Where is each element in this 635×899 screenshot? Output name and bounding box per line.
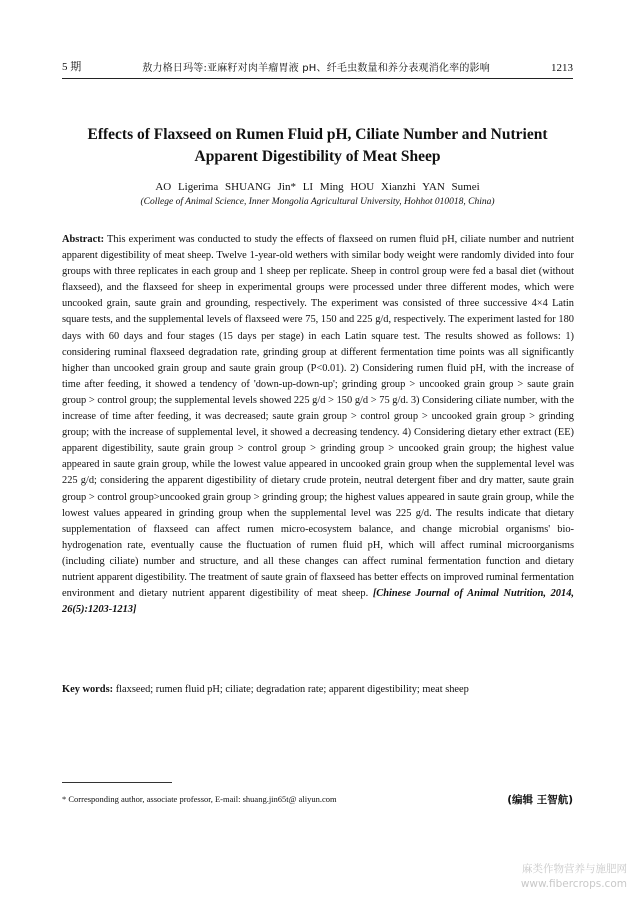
watermark-site-name: 麻类作物营养与施肥网 — [522, 863, 627, 875]
editor-note: (编辑 王智航) — [507, 794, 573, 806]
abstract-text: This experiment was conducted to study the effects of flaxseed on rumen fluid pH, ciliate number and nutrient apparent digestibility of meat sheep. Twelve 1-year-old wethers with similar body weight were randomly divided into four groups with three replicates in each group and 1 sheep per replicate. Sheep in control group were fed a basal diet (without flaxseed), and the flaxseed for sheep in experimental groups were processed under three different modes, which were uncooked grain, saute grain and grounding, respectively. The experiment was consisted of three successive 4×4 Latin square tests, and the supplemental levels of flaxseed were 75, 150 and 225 g/d, respectively. The experiment lasted for 180 days with 60 days and four stages (15 days per stage) in each Latin square test. The results showed as follows: 1) considering ruminal flaxseed degradation rate, grinding group at different fermentation time points was all significantly higher than uncooked grain group and saute grain group (P<0.01). 2) Considering rumen fluid pH, with the increase of time after feeding, it showed a tendency of 'down-up-down-up'; grinding group > uncooked grain group > saute grain group > control group; the supplemental levels showed 225 g/d > 150 g/d > 75 g/d. 3) Considering ciliate number, with the increase of time after feeding, it was decreased; saute grain group > control group > uncooked grain group > grinding group; with the increase of supplemental level, it showed a decreasing tendency. 4) Considering dietary ether extract (EE) apparent digestibility, saute grain group > control group > grinding group > uncooked grain group; the highest value appeared in saute grain group, while the lowest value appeared in uncooked grain group when the supplemental level was 225 g/d; considering the apparent digestibility of dietary crude protein, neutral detergent fiber and dry matter, saute grain group > control group>uncooked grain group > grinding group; the highest values appeared in saute grain group, while the lowest values appeared in grinding group when the supplemental level was 225 g/d. The results indicate that dietary supplementation of flaxseed can affect rumen micro-ecosystem balance, and change microbial organisms' bio-hydrogenation rate, eventually cause the fluctuation of rumen fluid pH, which will affect ruminal microorganisms (including ciliate) number and structure, and all these changes can affect ruminal fermentation function and dietary nutrient apparent digestibility. The treatment of saute grain of flaxseed has better effects on improved ruminal fermentation environment and dietary nutrient apparent digestibility of meat sheep. — [62, 234, 574, 600]
footnote-divider — [62, 782, 172, 783]
page-number: 1213 — [551, 62, 573, 74]
keywords — [62, 684, 575, 695]
watermark-url: www.fibercrops.com — [520, 878, 627, 890]
running-header — [62, 52, 573, 79]
issue-number: 5 期 — [62, 61, 82, 73]
citation: [Chinese Journal of Animal Nutrition, 2014, 26(5):1203-1213] — [62, 588, 574, 616]
article-title: Effects of Flaxseed on Rumen Fluid pH, Ciliate Number and Nutrient Apparent Digestibility of Meat Sheep — [87, 126, 548, 165]
keywords-text: flaxseed; rumen fluid pH; ciliate; degradation rate; apparent digestibility; meat sheep — [113, 684, 469, 695]
footnote: * Corresponding author, associate professor, E-mail: shuang.jin65t@ aliyun.com — [62, 794, 337, 804]
author-list: AO Ligerima SHUANG Jin* LI Ming HOU Xianzhi YAN Sumei — [155, 181, 480, 193]
watermark — [521, 862, 627, 892]
running-title: 敖力格日玛等:亚麻籽对肉羊瘤胃液 pH、纤毛虫数量和养分表观消化率的影响 — [142, 63, 490, 74]
abstract-label: Abstract: — [62, 234, 105, 245]
affiliation: (College of Animal Science, Inner Mongolia Agricultural University, Hohhot 010018, China) — [140, 197, 495, 207]
abstract — [62, 232, 574, 618]
keywords-label: Key words: — [62, 684, 114, 695]
